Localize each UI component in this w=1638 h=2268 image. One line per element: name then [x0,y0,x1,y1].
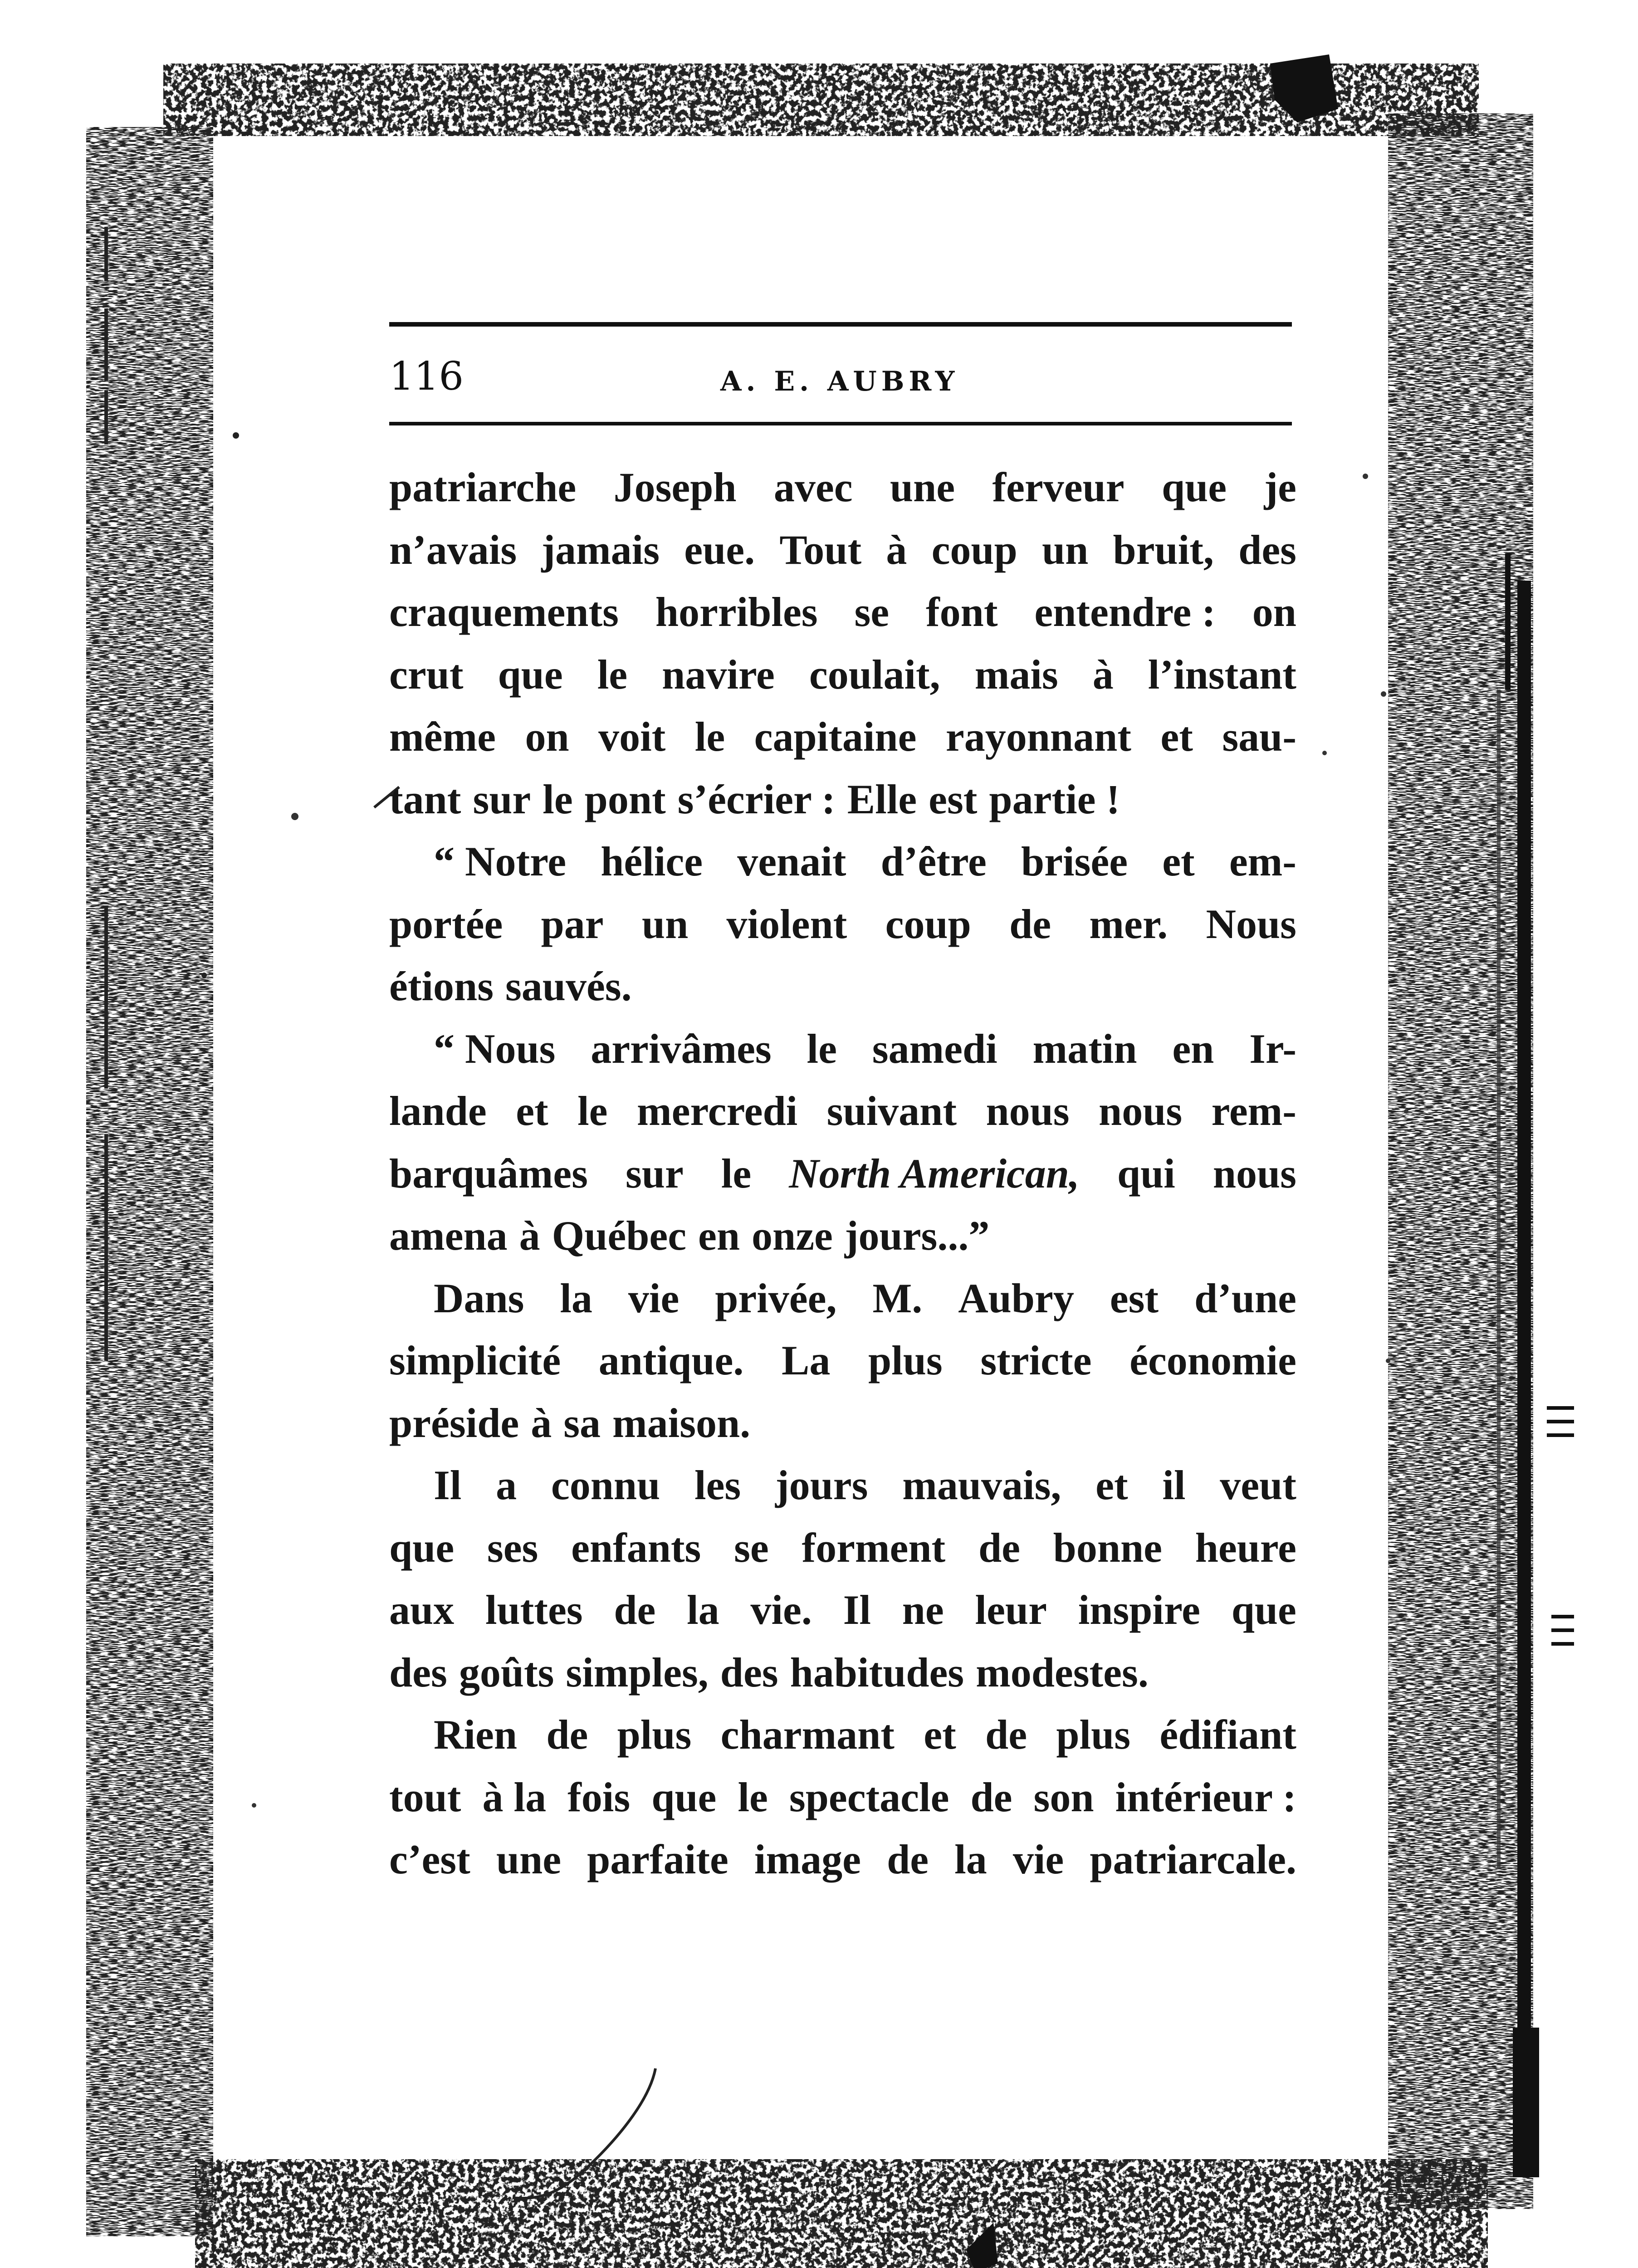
word: en [1172,1025,1214,1072]
word: le [738,1774,768,1820]
word: on [525,714,569,760]
text-line [389,1018,1296,1080]
word: plus [1056,1711,1131,1758]
word: d’être [880,838,987,885]
word: les [694,1462,741,1508]
word: à [519,1212,540,1259]
word: inspire [1078,1587,1200,1633]
word: antique. [598,1337,744,1383]
paragraph [389,1018,1296,1267]
word: à [531,1399,552,1446]
word: ses [487,1524,538,1571]
text-line [389,1080,1296,1143]
word: voit [598,714,666,760]
word: est [1110,1275,1159,1321]
word: barquâmes [389,1150,588,1197]
text-line [389,1205,1296,1267]
word: des [720,1649,778,1696]
word: d’une [1194,1275,1296,1321]
running-head-author: A. E. AUBRY [720,366,959,397]
word: qui [1117,1150,1175,1197]
word: image [754,1836,861,1882]
word: ferveur [992,464,1125,510]
word: amena [389,1212,508,1259]
text-line [389,519,1296,582]
word: étions [389,963,494,1009]
word: habitudes [790,1649,964,1696]
word: sur [625,1150,684,1197]
word: s’écrier : [677,776,836,822]
word: navire [662,651,775,698]
word: entendre : [1034,589,1216,635]
text-line [389,1392,1296,1455]
word: coup [885,900,971,947]
word: à [1092,651,1114,698]
text-line [389,1143,1296,1205]
word: le [597,651,628,698]
word: de [1009,900,1051,947]
word: se [854,589,890,635]
word: M. [872,1275,923,1321]
word: de [887,1836,929,1882]
word: c’est [389,1836,470,1882]
word: sau- [1222,714,1296,760]
running-head [389,349,1292,413]
text-line [389,581,1296,644]
word: mais [974,651,1058,698]
text-line [389,1642,1296,1704]
word: la [954,1836,987,1882]
word: un [1041,526,1089,573]
word: Ir- [1249,1025,1296,1072]
word: Elle [847,776,917,822]
word: il [1162,1462,1186,1508]
word: Joseph [613,464,737,510]
header-rule-bottom [389,422,1292,425]
word: jamais [541,526,660,573]
word: Dans [434,1275,524,1321]
text-line [389,456,1296,519]
word: coup [931,526,1017,573]
word: économie [1129,1337,1296,1383]
word: leur [975,1587,1047,1633]
word: venait [737,838,846,885]
text-line [389,1330,1296,1392]
word: une [496,1836,562,1882]
word: l’instant [1148,651,1296,698]
text-line [389,1517,1296,1579]
paragraph [389,1704,1296,1891]
word: je [1264,464,1296,510]
word: ne [902,1587,944,1633]
text-line [389,1267,1296,1330]
text-line [389,1704,1296,1766]
word: et [924,1711,956,1758]
word: intérieur : [1115,1774,1296,1820]
word: et [1162,838,1195,885]
text-line [389,1454,1296,1517]
word: goûts [459,1649,554,1696]
word: sa [563,1399,601,1446]
word: et [516,1088,548,1134]
word: “ Notre [434,838,567,885]
word: que [498,651,563,698]
word: sur [473,776,531,822]
text-line [389,955,1296,1018]
word: et [1160,714,1193,760]
text-line [389,706,1296,768]
word: samedi [872,1025,997,1072]
word: Tout [779,526,862,573]
word: fois [567,1774,631,1820]
word: onze [752,1212,833,1259]
word: craquements [389,589,619,635]
word: hélice [601,838,703,885]
word: le [543,776,573,822]
word: jours...” [844,1212,990,1259]
word: tant [389,776,461,822]
word: matin [1032,1025,1137,1072]
word: violent [726,900,847,947]
word: crut [389,651,464,698]
text-line [389,644,1296,706]
word: lande [389,1088,487,1134]
word: vie [628,1275,680,1321]
text-line [389,1828,1296,1891]
body-text [389,456,1296,1891]
paragraph [389,831,1296,1018]
word: le [577,1088,608,1134]
text-line [389,1579,1296,1642]
word: même [389,714,496,760]
word: arrivâmes [591,1025,772,1072]
word: Aubry [958,1275,1074,1321]
word: luttes [485,1587,583,1633]
word: que [651,1774,717,1820]
word: portée [389,900,503,947]
word: tout [389,1774,461,1820]
word: rem- [1211,1088,1296,1134]
word: veut [1220,1462,1296,1508]
paragraph [389,456,1296,831]
word: Il [434,1462,462,1508]
word: mauvais, [902,1462,1061,1508]
word: une [890,464,955,510]
word: de [978,1524,1020,1571]
word: forment [802,1524,946,1571]
word: nous [986,1088,1070,1134]
word: charmant [720,1711,895,1758]
word: se [734,1524,769,1571]
word: eue. [684,526,755,573]
word: son [1033,1774,1094,1820]
word: de [546,1711,588,1758]
word: la [687,1587,719,1633]
word: coulait, [809,651,940,698]
word: est [929,776,978,822]
word: font [926,589,998,635]
word: le [807,1025,837,1072]
word: des [1238,526,1296,573]
word: que [1161,464,1227,510]
text-line [389,768,1296,831]
word: La [781,1337,831,1383]
word: connu [551,1462,660,1508]
word: spectacle [789,1774,949,1820]
word: de [614,1587,656,1633]
word: bonne [1053,1524,1163,1571]
word: em- [1229,838,1296,885]
word: de [985,1711,1027,1758]
word: des [389,1649,447,1696]
text-line [389,1766,1296,1829]
word: simples, [566,1649,709,1696]
paragraph [389,1267,1296,1455]
word: enfants [571,1524,701,1571]
word: on [1252,589,1296,635]
word: parfaite [587,1836,729,1882]
word: Rien [434,1711,517,1758]
page-number: 116 [389,354,464,399]
word: suivant [826,1088,957,1134]
word: édifiant [1159,1711,1296,1758]
word: nous [1213,1150,1296,1197]
word: préside [389,1399,519,1446]
word: que [389,1524,455,1571]
word: plus [617,1711,692,1758]
word: mercredi [636,1088,798,1134]
word: à [886,526,907,573]
word: pont [584,776,666,822]
word: un [641,900,689,947]
word: a [496,1462,517,1508]
word: brisée [1021,838,1128,885]
word: à la [482,1774,547,1820]
word: nous [1099,1088,1183,1134]
word: le [721,1150,752,1197]
word: que [1231,1587,1296,1633]
word: “ Nous [434,1025,556,1072]
word: n’avais [389,526,517,573]
word: rayonnant [945,714,1131,760]
word: vie [1012,1836,1064,1882]
word: aux [389,1587,455,1633]
word: Nous [1206,900,1296,947]
word: Québec [552,1212,687,1259]
header-rule-top [389,322,1292,327]
word: horribles [655,589,818,635]
word: vie. [750,1587,812,1633]
word: modestes. [976,1649,1149,1696]
word: par [541,900,604,947]
word: stricte [980,1337,1092,1383]
word: et [1095,1462,1128,1508]
word: Il [843,1587,871,1633]
word: mer. [1089,900,1168,947]
word: privée, [715,1275,837,1321]
word: sauvés. [505,963,632,1009]
word: de [970,1774,1012,1820]
word: patriarche [389,464,577,510]
word: North American, [789,1150,1080,1197]
word: bruit, [1113,526,1214,573]
word: capitaine [754,714,917,760]
word: patriarcale. [1090,1836,1296,1882]
paragraph [389,1454,1296,1704]
word: en [698,1212,740,1259]
word: heure [1195,1524,1296,1571]
word: la [560,1275,592,1321]
word: plus [868,1337,943,1383]
word: simplicité [389,1337,561,1383]
text-line [389,831,1296,893]
word: le [694,714,725,760]
word: jours [775,1462,868,1508]
text-line [389,893,1296,956]
word: partie ! [989,776,1120,822]
word: avec [773,464,853,510]
word: maison. [612,1399,751,1446]
